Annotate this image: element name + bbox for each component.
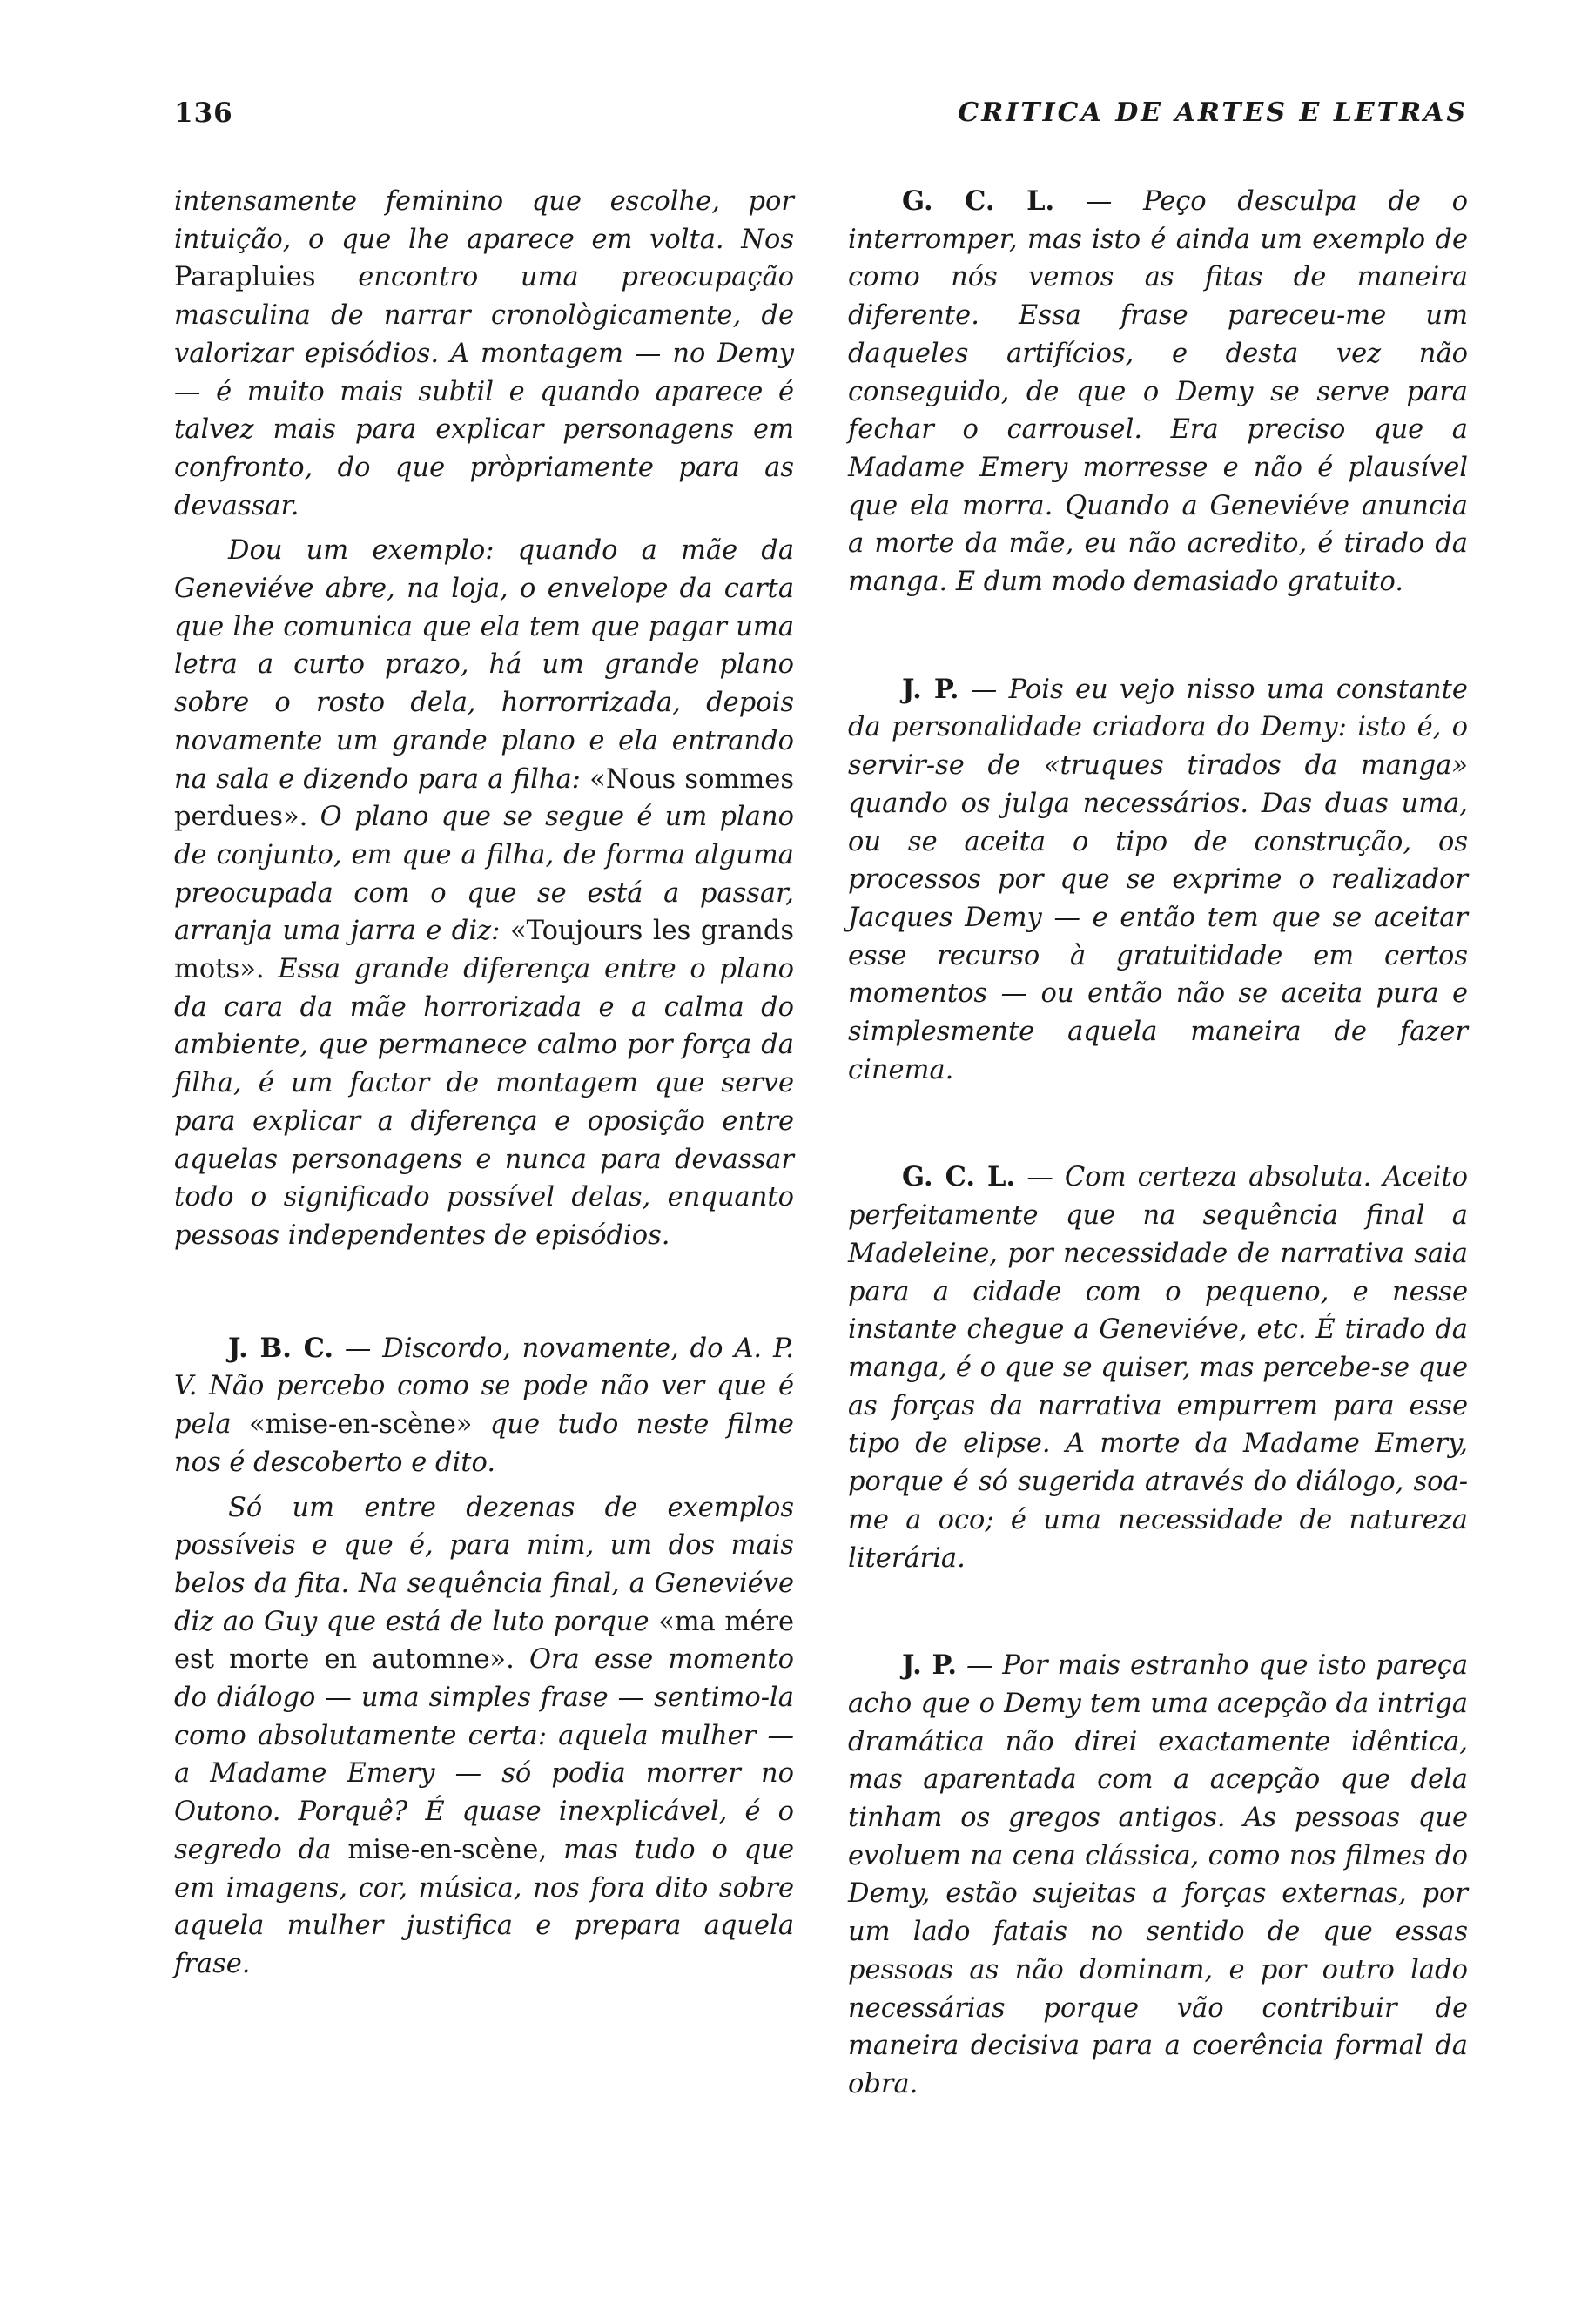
paragraph-example: [174, 532, 794, 1254]
quoted-term: mise-en-scène,: [347, 1834, 548, 1865]
page-number: 136: [174, 97, 233, 129]
quoted-dialogue: «Toujours les grands mots».: [174, 916, 794, 985]
running-title: CRITICA DE ARTES E LETRAS: [958, 97, 1468, 128]
paragraph-gcl: [848, 1159, 1468, 1577]
text-run: — Discordo, novamente, do A. P. V. Não percebo como se pode não ver que é pela: [174, 1333, 794, 1441]
text-run: O plano que se segue é um plano de conjunto, em que a filha, de forma alguma preocupada com o que se está a passar, arranja uma jarra e diz:: [174, 802, 794, 947]
text-run: — Peço desculpa de o interromper, mas isto é ainda um exemplo de como nós vemos as fitas de maneira diferente. Essa frase pareceu-me um daqueles artifícios, e desta vez não conseguido, de que o Demy se serve para fechar o carrousel. Era preciso que a Madame Emery morresse e não é plausível que ela morra. Quando a Geneviéve anuncia a morte da mãe, eu não acredito, é tirado da manga. E dum modo demasiado gratuito.: [848, 186, 1468, 598]
left-column: [174, 183, 794, 1984]
text-run: Ora esse momento do diálogo — uma simples frase — sentimo-la como absolutamente certa: aquela mulher — a Madame Emery — só podia morrer no Outono. Porquê? É quase inexplicável, é o segredo da: [174, 1644, 795, 1865]
right-column: [848, 183, 1468, 2104]
quoted-dialogue: «Nous sommes perdues».: [174, 763, 794, 833]
speaker-initials: G. C. L.: [902, 185, 1055, 217]
paragraph-jbc-continued: [174, 1489, 794, 1984]
text-run: encontro uma preocupação masculina de narrar cronològicamente, de valorizar episódios. A montagem — no Demy — é muito mais subtil e quando aparece é talvez mais para explicar personagens em confronto, do que pròpriamente para as devassar.: [174, 262, 794, 521]
speaker-initials: J. B. C.: [228, 1332, 334, 1364]
paragraph-jp: [848, 671, 1468, 1090]
text-run: Dou um exemplo: quando a mãe da Geneviéve abre, na loja, o envelope da carta que lhe comunica que ela tem que pagar uma letra a curto prazo, há um grande plano sobre o rosto dela, horrorrizada, depois novamente um grande plano e ela entrando na sala e dizendo para a filha:: [174, 535, 794, 795]
text-run: — Pois eu vejo nisso uma constante da personalidade criadora do Demy: isto é, o servir-se de «truques tirados da manga» quando os julga necessários. Das duas uma, ou se aceita o tipo de construção, os processos por que se exprime o realizador Jacques Demy — e então tem que se aceitar esse recurso à gratuitidade em certos momentos — ou então não se aceita pura e simplesmente aquela maneira de fazer cinema.: [848, 674, 1468, 1085]
text-run: — Por mais estranho que isto pareça acho que o Demy tem uma acepção da intriga dramática não direi exactamente idêntica, mas aparentada com a acepção que dela tinham os gregos antigos. As pessoas que evoluem na cena clássica, como nos filmes do Demy, estão sujeitas a forças externas, por um lado fatais no sentido de que essas pessoas as não dominam, e por outro lado necessárias porque vão contribuir de maneira decisiva para a coerência formal da obra.: [848, 1650, 1468, 2099]
paragraph-jp: [848, 1647, 1468, 2103]
running-head: [174, 97, 1468, 141]
paragraph-gcl: [848, 183, 1468, 601]
film-title: Parapluies: [174, 262, 316, 293]
quoted-term: «mise-en-scène»: [248, 1409, 473, 1441]
text-run: Essa grande diferença entre o plano da cara da mãe horrorizada e a calma do ambiente, que permanece calmo por força da filha, é um factor de montagem que serve para explicar a diferença e oposição entre aquelas personagens e nunca para devassar todo o significado possível delas, enquanto pessoas independentes de episódios.: [174, 954, 794, 1251]
text-run: mas tudo o que em imagens, cor, música, nos fora dito sobre aquela mulher justifica e prepara aquela frase.: [174, 1834, 795, 1979]
paragraph-continuation: [174, 183, 794, 525]
text-run: — Com certeza absoluta. Aceito perfeitamente que na sequência final a Madeleine, por necessidade de narrativa saia para a cidade com o pequeno, e nesse instante chegue a Geneviéve, etc. É tirado da manga, é o que se quiser, mas percebe-se que as forças da narrativa empurrem para esse tipo de elipse. A morte da Madame Emery, porque é só sugerida através do diálogo, soa-me a oco; é uma necessidade de natureza literária.: [848, 1162, 1468, 1574]
speaker-initials: J. P.: [902, 673, 959, 705]
text-run: Só um entre dezenas de exemplos possíveis e que é, para mim, um dos mais belos da fita. Na sequência final, a Geneviéve diz ao Guy que está de luto porque: [174, 1492, 794, 1637]
quoted-dialogue: «ma mére est morte en automne».: [174, 1606, 795, 1676]
paragraph-jbc: [174, 1330, 794, 1482]
text-run: intensamente feminino que escolhe, por intuição, o que lhe aparece em volta. Nos: [174, 186, 794, 255]
speaker-initials: J. P.: [902, 1649, 958, 1682]
speaker-initials: G. C. L.: [902, 1161, 1016, 1193]
text-run: que tudo neste filme nos é descoberto e dito.: [174, 1409, 794, 1478]
